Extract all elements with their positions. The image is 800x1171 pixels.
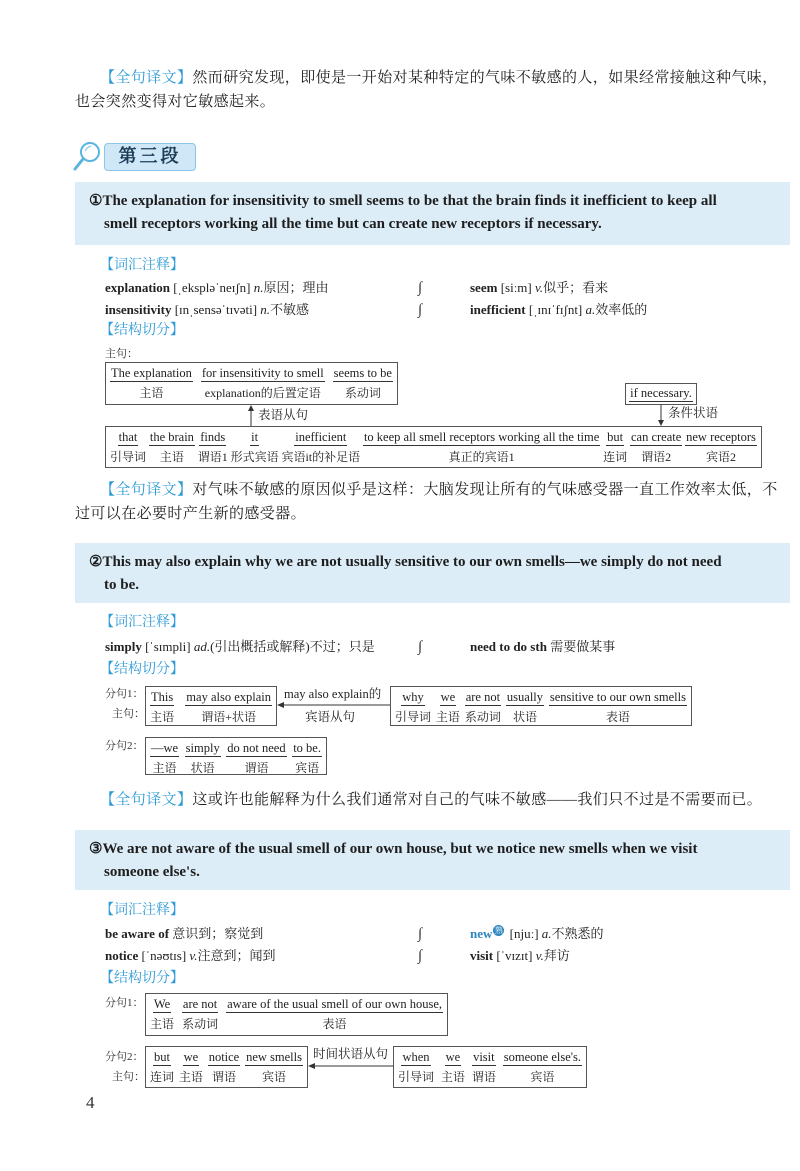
connector-label: 时间状语从句	[313, 1047, 389, 1061]
segment-label: 主语	[150, 1017, 175, 1031]
vocab-entry	[105, 299, 309, 321]
structure-box-clause	[393, 1046, 587, 1088]
segment-word: may also explain	[186, 690, 271, 704]
segment-label: 谓语	[471, 1070, 496, 1084]
segment	[150, 690, 174, 725]
vocab-pos: v.	[535, 948, 544, 963]
structure-box-clause	[390, 686, 692, 726]
segment	[363, 430, 600, 465]
sentence-line: ②This may also explain why we are not usually sensitive to our own smells—we simply do not need	[89, 554, 722, 570]
vocab-phonetic: [njuː]	[509, 926, 539, 941]
segment-word: do not need	[227, 741, 286, 755]
segment-word: notice	[208, 1050, 240, 1064]
translation-label: 【全句译文】	[100, 70, 193, 86]
segment	[150, 741, 179, 775]
segment	[292, 741, 322, 775]
segment-word: we	[183, 1050, 199, 1064]
segment-label: 主语	[178, 1070, 203, 1084]
segment-word: if necessary.	[630, 386, 692, 400]
vocab-meaning: 效率低的	[595, 302, 648, 317]
vocab-word: notice	[105, 948, 139, 963]
main-clause-label: 主句：	[105, 348, 138, 360]
page-number: 4	[86, 1093, 95, 1112]
translation-text: 然而研究发现，即使是一开始对某种特定的气味不敏感的人，如果经常接触这种气味，	[192, 70, 778, 86]
vocab-entry	[470, 636, 615, 658]
translation-line	[75, 788, 790, 812]
vocab-list	[105, 923, 745, 967]
sentence-3	[75, 830, 790, 890]
structure-box-clause	[105, 426, 762, 468]
structure-heading: 【结构切分】	[100, 662, 184, 677]
segment-label: 主语	[150, 710, 175, 724]
segment	[549, 690, 687, 725]
vocab-meaning: 似乎；看来	[543, 280, 609, 295]
segment-word: but	[607, 430, 624, 444]
vocab-heading: 【词汇注释】	[100, 615, 184, 630]
vocab-meaning: (引出概括或解释)不过；只是	[210, 639, 375, 654]
vocab-heading: 【词汇注释】	[100, 903, 184, 918]
segment	[281, 430, 360, 465]
vocab-row	[105, 299, 745, 321]
structure-heading: 【结构切分】	[100, 971, 184, 986]
vocab-word: insensitivity	[105, 302, 172, 317]
segment-word: new smells	[246, 1050, 302, 1064]
sentence-line: smell receptors working all the time but can create new receptors if necessary.	[104, 216, 602, 232]
structure-box-second	[145, 737, 327, 775]
segment	[208, 1050, 241, 1085]
structure-heading: 【结构切分】	[100, 323, 184, 338]
clause-1-label: 分句1：	[105, 688, 144, 700]
segment-label: 状语	[190, 761, 215, 775]
segment-word: to keep all smell receptors working all the time	[363, 430, 600, 444]
segment-label: 表语	[322, 1017, 347, 1031]
segment-label: 谓语	[244, 761, 269, 775]
vocab-pos: a.	[541, 926, 552, 941]
arrow-left-icon	[308, 1061, 393, 1071]
segment-label: 连词	[603, 450, 628, 464]
vocab-word: simply	[105, 639, 142, 654]
arrow-down-icon	[656, 405, 666, 426]
vocab-pos: a.	[585, 302, 596, 317]
sentence-1-translation	[75, 478, 790, 526]
segment-word: that	[118, 430, 138, 444]
translation-label: 【全句译文】	[100, 482, 193, 498]
segment-label: 引导词	[398, 1070, 435, 1084]
segment-label: 谓语+状语	[201, 710, 257, 724]
vocab-meaning: 不敏感	[270, 302, 310, 317]
segment-word: seems to be	[333, 366, 392, 380]
vocab-entry	[105, 636, 375, 658]
sentence-1	[75, 182, 790, 245]
vocab-meaning: 原因；理由	[263, 280, 329, 295]
vocab-row	[105, 923, 745, 945]
segment-label: 形式宾语	[230, 450, 279, 464]
segment	[149, 430, 195, 465]
segment-label: 主语	[139, 386, 164, 400]
segment-word: to be.	[293, 741, 321, 755]
segment	[198, 430, 228, 465]
vocab-row	[105, 636, 745, 658]
segment-label: 状语	[512, 710, 537, 724]
translation-label: 【全句译文】	[100, 792, 193, 808]
segment-word: we	[445, 1050, 461, 1064]
segment-label: 主语	[159, 450, 184, 464]
clause-arrow-label: 表语从句	[258, 408, 309, 422]
segment	[629, 386, 693, 402]
segment	[226, 997, 443, 1032]
vocab-word: be aware of	[105, 926, 170, 941]
separator-icon: ∫	[418, 280, 423, 296]
vocab-entry	[105, 923, 263, 945]
connector-label-bottom: 宾语从句	[305, 710, 356, 724]
vocab-phonetic: [ˌɪnɪˈfɪʃnt]	[528, 302, 583, 317]
structure-box-main	[145, 1046, 308, 1088]
segment	[465, 690, 501, 725]
segment-word: it	[251, 430, 259, 444]
segment-word: aware of the usual smell of our own house,	[227, 997, 442, 1011]
segment-label: 宾语	[530, 1070, 555, 1084]
segment-label: 主语	[435, 710, 460, 724]
sentence-2-translation	[75, 788, 790, 812]
vocab-row	[105, 277, 745, 299]
vocab-list	[105, 277, 745, 321]
sentence-line: to be.	[104, 577, 139, 593]
clause-2-label: 分句2：	[105, 740, 144, 752]
segment	[110, 430, 146, 465]
segment-word: are not	[182, 997, 218, 1011]
separator-icon: ∫	[418, 948, 423, 964]
segment	[472, 1050, 496, 1085]
vocab-entry	[470, 945, 570, 967]
structure-box-main	[145, 686, 277, 726]
vocab-phonetic: [ˈvɪzɪt]	[496, 948, 533, 963]
segment-label: 系动词	[182, 1017, 219, 1031]
segment-label: 宾语it的补足语	[281, 450, 361, 464]
vocab-meaning: 不熟悉的	[551, 926, 604, 941]
vocab-phonetic: [ˈnəʊtɪs]	[141, 948, 187, 963]
segment	[179, 1050, 203, 1085]
vocab-pos: n.	[253, 280, 264, 295]
segment-word: the brain	[149, 430, 194, 444]
segment-word: why	[402, 690, 424, 704]
segment	[150, 997, 174, 1032]
segment	[603, 430, 627, 465]
sentence-line: someone else's.	[104, 864, 200, 880]
segment-word: are not	[465, 690, 501, 704]
segment-label: 表语	[605, 710, 630, 724]
segment-word: sensitive to our own smells	[549, 690, 686, 704]
segment-word: We	[153, 997, 171, 1011]
vocab-phonetic: [ˌekspləˈneɪʃn]	[173, 280, 251, 295]
vocab-entry	[105, 945, 275, 967]
sentence-line: ③We are not aware of the usual smell of our own house, but we notice new smells when we visit	[89, 841, 698, 857]
segment	[395, 690, 431, 725]
translation-line	[75, 478, 790, 502]
vocab-meaning: 需要做某事	[550, 639, 616, 654]
vocab-word: inefficient	[470, 302, 526, 317]
segment-word: —we	[151, 741, 179, 755]
segment-label: 系动词	[464, 710, 501, 724]
segment	[110, 366, 193, 401]
segment-word: This	[151, 690, 174, 704]
segment-word: for insensitivity to smell	[201, 366, 324, 380]
segment-label: 谓语	[211, 1070, 236, 1084]
segment	[185, 741, 221, 775]
vocab-word: seem	[470, 280, 498, 295]
segment-word: The explanation	[111, 366, 192, 380]
segment-word: when	[402, 1050, 430, 1064]
segment-label: 引导词	[395, 710, 432, 724]
separator-icon: ∫	[418, 639, 423, 655]
segment-label: 连词	[150, 1070, 175, 1084]
segment-label: 谓语1	[197, 450, 228, 464]
vocab-entry	[105, 277, 329, 299]
segment-word: simply	[185, 741, 220, 755]
segment-label: 系动词	[344, 386, 381, 400]
segment	[185, 690, 272, 725]
segment	[150, 1050, 174, 1085]
segment	[398, 1050, 434, 1085]
segment-word: but	[154, 1050, 170, 1064]
vocab-meaning: 注意到；闻到	[197, 948, 276, 963]
vocab-pos: ad.	[193, 639, 211, 654]
translation-line: 也会突然变得对它敏感起来。	[75, 94, 276, 110]
vocab-pos: n.	[260, 302, 271, 317]
segment	[226, 741, 286, 775]
segment-label: 宾语	[262, 1070, 287, 1084]
segment	[201, 366, 325, 401]
structure-box-first	[145, 993, 448, 1036]
vocab-heading: 【词汇注释】	[100, 258, 184, 273]
segment-word: can create	[630, 430, 682, 444]
segment-word: someone else's.	[503, 1050, 581, 1064]
separator-icon: ∫	[418, 926, 423, 942]
segment	[441, 1050, 465, 1085]
vocab-pos: v.	[535, 280, 544, 295]
translation-line	[75, 66, 790, 90]
segment	[333, 366, 393, 401]
segment-label: 宾语2	[706, 450, 737, 464]
clause-2-label: 分句2：	[105, 1051, 144, 1063]
segment-label: 主语	[440, 1070, 465, 1084]
translation-line: 过可以在必要时产生新的感受器。	[75, 506, 307, 522]
main-clause-label: 主句：	[112, 1071, 145, 1083]
vocab-word: new	[470, 926, 493, 941]
vocab-phonetic: [ɪnˌsensəˈtɪvəti]	[174, 302, 258, 317]
segment	[182, 997, 218, 1032]
vocab-word: visit	[470, 948, 494, 963]
vocab-word: need to do sth	[470, 639, 547, 654]
segment-label: 真正的宾语1	[448, 450, 515, 464]
vocab-list	[105, 636, 745, 658]
clause-1-label: 分句1：	[105, 997, 144, 1009]
condition-arrow-label: 条件状语	[668, 406, 719, 420]
connector-label-top: may also explain的	[284, 687, 382, 701]
segment	[506, 690, 544, 725]
translation-text: 对气味不敏感的原因似乎是这样：大脑发现让所有的气味感受器一直工作效率太低，不	[192, 482, 778, 498]
segment-word: finds	[200, 430, 226, 444]
vocab-meaning: 拜访	[543, 948, 570, 963]
sentence-line: ①The explanation for insensitivity to smell seems to be that the brain finds it inefficient to keep all	[89, 193, 717, 209]
segment-label: 引导词	[110, 450, 147, 464]
segment-word: new receptors	[686, 430, 756, 444]
previous-sentence-translation	[75, 66, 790, 114]
vocab-phonetic: [ˈsɪmpli]	[145, 639, 191, 654]
separator-icon: ∫	[418, 302, 423, 318]
segment	[436, 690, 460, 725]
segment	[503, 1050, 582, 1085]
vocab-entry	[470, 923, 604, 945]
section-title: 第三段	[104, 143, 196, 171]
segment-word: inefficient	[295, 430, 347, 444]
vocab-row	[105, 945, 745, 967]
segment	[245, 1050, 303, 1085]
structure-box-condition	[625, 383, 697, 405]
familiar-meaning-badge: 熟	[494, 925, 503, 935]
magnifier-icon	[72, 138, 104, 174]
vocab-word: explanation	[105, 280, 171, 295]
sentence-2	[75, 543, 790, 603]
segment-word: visit	[473, 1050, 495, 1064]
vocab-entry	[470, 277, 608, 299]
vocab-phonetic: [siːm]	[500, 280, 532, 295]
vocab-pos: v.	[189, 948, 198, 963]
segment-label: 宾语	[295, 761, 320, 775]
segment-label: explanation的后置定语	[204, 386, 321, 400]
vocab-meaning: 意识到；察觉到	[172, 926, 264, 941]
translation-text: 这或许也能解释为什么我们通常对自己的气味不敏感——我们只不过是不需要而已。	[192, 792, 763, 808]
structure-box-main	[105, 362, 398, 405]
segment-word: usually	[506, 690, 544, 704]
arrow-up-icon	[246, 405, 256, 426]
segment-label: 主语	[152, 761, 177, 775]
segment	[630, 430, 682, 465]
segment	[231, 430, 279, 465]
segment-word: we	[440, 690, 456, 704]
main-clause-label: 主句：	[112, 708, 145, 720]
segment	[685, 430, 757, 465]
segment-label: 谓语2	[641, 450, 672, 464]
vocab-entry	[470, 299, 647, 321]
